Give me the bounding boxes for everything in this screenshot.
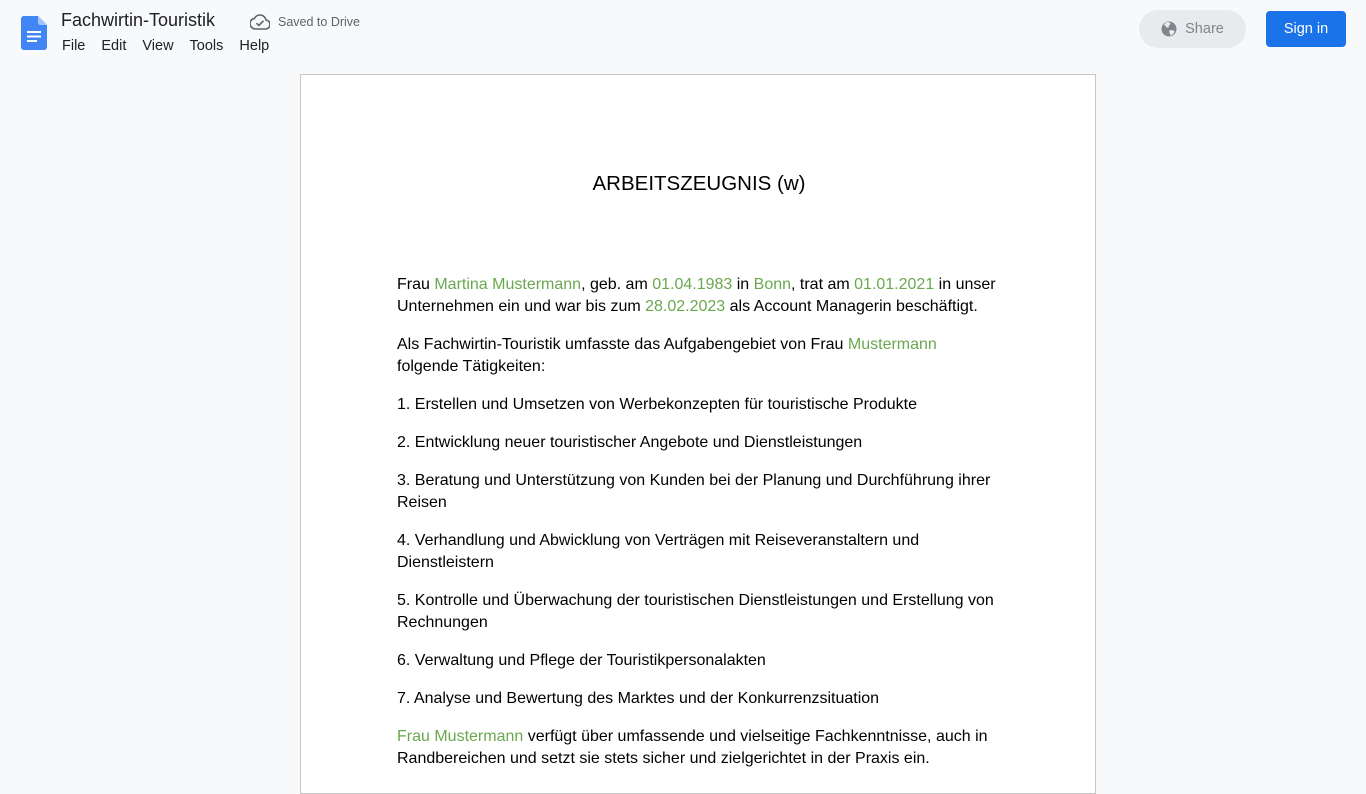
text-run: in: [732, 276, 754, 293]
sign-in-button[interactable]: Sign in: [1266, 11, 1346, 47]
text-run: Frau: [397, 276, 435, 293]
text-run: verfügt über umfassende und vielseitige Fachkenntnisse, auch in Randbereichen und setzt sie stets sicher und zielgerichtet in der Praxis ein.: [397, 728, 988, 767]
task-item-3: 3. Beratung und Unterstützung von Kunden bei der Planung und Durchführung ihrer Reisen: [397, 472, 991, 511]
menu-bar: [54, 37, 277, 55]
task-item-5: 5. Kontrolle und Überwachung der touristischen Dienstleistungen und Erstellung von Rechnungen: [397, 592, 994, 631]
menu-view[interactable]: View: [142, 38, 174, 54]
end-date: 28.02.2023: [645, 298, 726, 315]
document-heading: ARBEITSZEUGNIS (w): [592, 172, 806, 195]
task-item-6: 6. Verwaltung und Pflege der Touristikpersonalakten: [397, 652, 766, 669]
task-item-1: 1. Erstellen und Umsetzen von Werbekonzepten für touristische Produkte: [397, 396, 917, 413]
intro-paragraph: [397, 274, 997, 318]
save-status-label: Saved to Drive: [278, 15, 360, 29]
text-run: , geb. am: [581, 276, 653, 293]
task-item-2: 2. Entwicklung neuer touristischer Angebote und Dienstleistungen: [397, 434, 863, 451]
document-body: [397, 274, 997, 786]
task-item-4: 4. Verhandlung und Abwicklung von Verträgen mit Reiseveranstaltern und Dienstleistern: [397, 532, 920, 571]
google-docs-icon[interactable]: [21, 16, 47, 50]
duties-intro-paragraph: [397, 334, 997, 378]
task-item-7: 7. Analyse und Bewertung des Marktes und der Konkurrenzsituation: [397, 690, 880, 707]
save-status[interactable]: [250, 14, 360, 30]
birth-date: 01.04.1983: [652, 276, 733, 293]
share-button[interactable]: [1139, 10, 1246, 48]
text-run: als Account Managerin beschäftigt.: [725, 298, 978, 315]
text-run: , trat am: [791, 276, 855, 293]
share-label: Share: [1185, 21, 1224, 37]
document-page[interactable]: [300, 74, 1096, 794]
menu-help[interactable]: Help: [239, 38, 270, 54]
menu-tools[interactable]: Tools: [189, 38, 224, 54]
top-bar: [0, 0, 1366, 64]
globe-icon: [1161, 21, 1177, 37]
employee-surname: Mustermann: [847, 336, 937, 353]
document-title[interactable]: Fachwirtin-Touristik: [61, 10, 216, 30]
birth-city: Bonn: [753, 276, 792, 293]
text-run: folgende Tätigkeiten:: [397, 358, 546, 375]
evaluation-paragraph: [397, 726, 997, 770]
text-run: Als Fachwirtin-Touristik umfasste das Aufgabengebiet von Frau: [397, 336, 848, 353]
employee-full-reference: Frau Mustermann: [397, 728, 524, 745]
menu-file[interactable]: File: [62, 38, 86, 54]
start-date: 01.01.2021: [854, 276, 935, 293]
cloud-done-icon: [250, 14, 270, 30]
text-run: in unser Unternehmen ein und war bis zum: [397, 276, 996, 315]
employee-name: Martina Mustermann: [434, 276, 582, 293]
menu-edit[interactable]: Edit: [101, 38, 127, 54]
